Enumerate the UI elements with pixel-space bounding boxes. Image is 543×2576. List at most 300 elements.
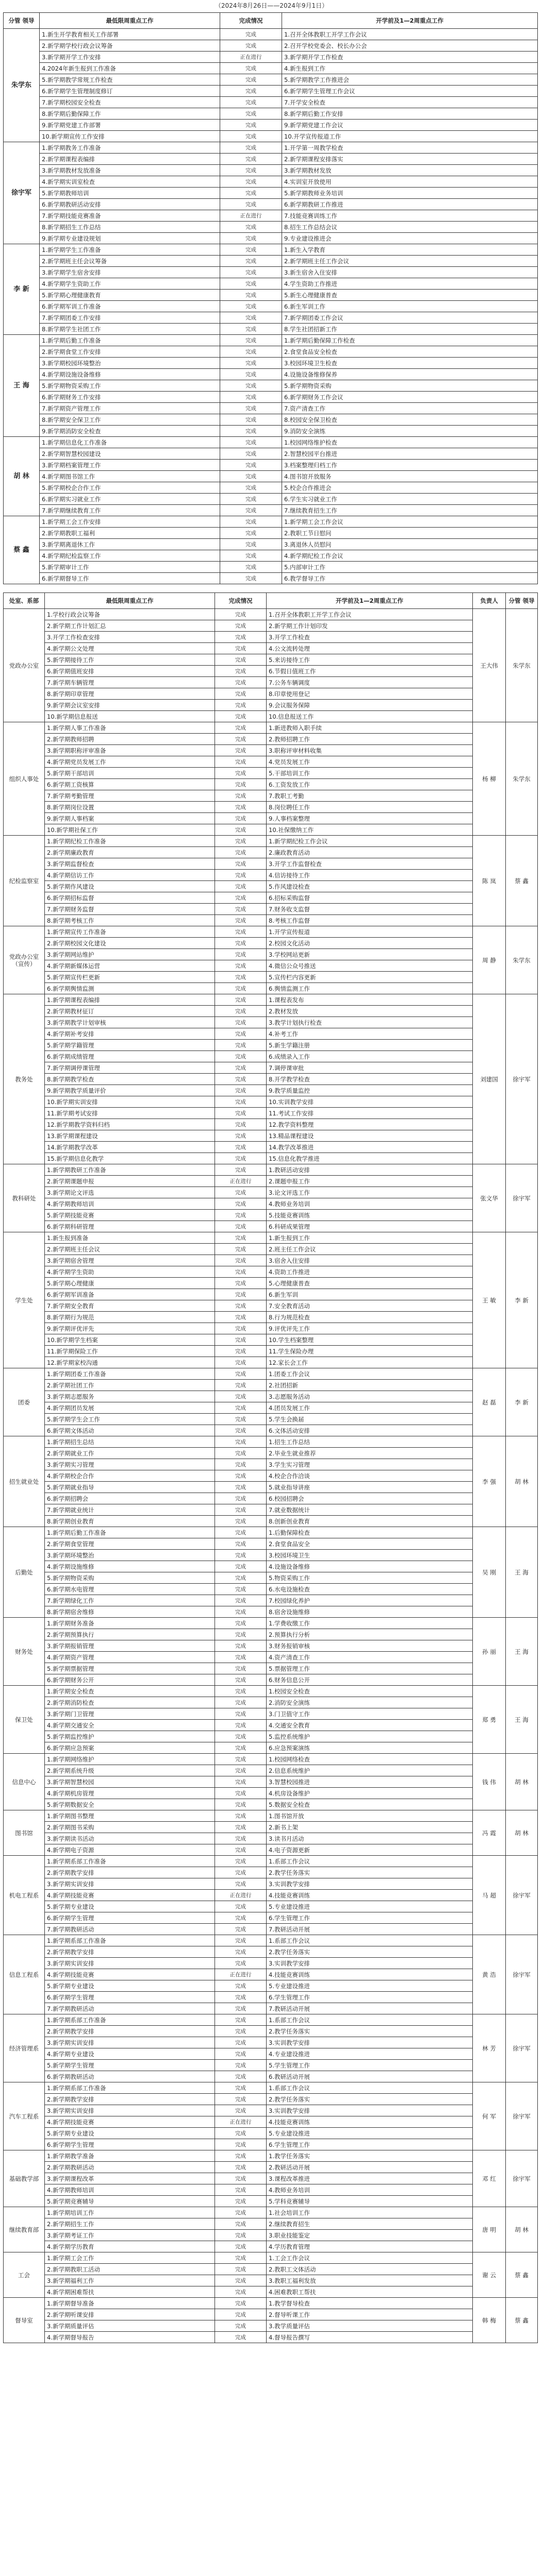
status-cell: 完成 xyxy=(220,403,282,414)
table-row xyxy=(4,1119,538,1130)
status-cell: 完成 xyxy=(215,1198,267,1210)
last-week-task: 6.新学期督导工作 xyxy=(40,573,220,584)
this-week-task: 1.课程表发布 xyxy=(267,994,473,1006)
last-week-task: 14.新学期教学改革 xyxy=(45,1142,215,1153)
status-cell: 完成 xyxy=(215,666,267,677)
table-row xyxy=(4,994,538,1006)
this-week-task: 4.党员发展工作 xyxy=(267,756,473,768)
status-cell: 完成 xyxy=(215,2162,267,2173)
status-cell: 完成 xyxy=(215,2094,267,2105)
status-cell: 完成 xyxy=(215,858,267,870)
leader-name: 朱学东 xyxy=(506,722,538,836)
last-week-task: 3.新学期志愿服务 xyxy=(45,1391,215,1402)
table-row xyxy=(4,722,538,734)
status-cell: 完成 xyxy=(220,460,282,471)
this-week-task: 6.新生军训 xyxy=(267,1289,473,1300)
last-week-task: 6.新学期学生管理 xyxy=(45,1992,215,2003)
this-week-task: 3.宿舍入住安排 xyxy=(267,1255,473,1266)
status-cell: 完成 xyxy=(220,278,282,290)
table-row xyxy=(4,892,538,904)
table-row xyxy=(4,2014,538,2026)
table-row xyxy=(4,74,538,86)
status-cell: 完成 xyxy=(215,1742,267,1754)
table-row xyxy=(4,949,538,960)
this-week-task: 3.学校网站更新 xyxy=(267,949,473,960)
this-week-task: 5.学科竞赛辅导 xyxy=(267,2196,473,2207)
last-week-task: 1.新学期工会工作安排 xyxy=(40,516,220,528)
division-name: 团委 xyxy=(4,1368,45,1436)
this-week-task: 1.开学第一周教学检查 xyxy=(282,142,538,154)
table-row xyxy=(4,870,538,881)
table-row xyxy=(4,620,538,632)
leader-name: 胡 林 xyxy=(506,2207,538,2252)
this-week-task: 5.来访接待工作 xyxy=(267,654,473,666)
last-week-task: 3.新学期质量评估 xyxy=(45,2320,215,2332)
last-week-task: 1.新学期财务准备 xyxy=(45,1618,215,1629)
status-cell: 完成 xyxy=(220,346,282,358)
this-week-task: 2.教研活动开展 xyxy=(267,2162,473,2173)
division-name: 保卫处 xyxy=(4,1686,45,1754)
this-week-task: 4.微信公众号推送 xyxy=(267,960,473,972)
status-cell: 完成 xyxy=(215,2252,267,2264)
table-row xyxy=(4,2230,538,2241)
table-row xyxy=(4,1176,538,1187)
last-week-task: 3.开学工作检查安排 xyxy=(45,632,215,643)
table-row xyxy=(4,301,538,312)
status-cell: 完成 xyxy=(215,1255,267,1266)
leader-name: 徐宇军 xyxy=(506,1164,538,1232)
table-row xyxy=(4,1368,538,1380)
this-week-task: 1.系部工作会议 xyxy=(267,2082,473,2094)
responsible-person: 谢 云 xyxy=(473,2252,506,2298)
status-cell: 完成 xyxy=(215,1085,267,1096)
responsible-person: 张文华 xyxy=(473,1164,506,1232)
division-name: 工会 xyxy=(4,2252,45,2298)
last-week-task: 1.新学期安全检查 xyxy=(45,1686,215,1697)
status-cell: 完成 xyxy=(215,881,267,892)
table-row xyxy=(4,516,538,528)
table-row xyxy=(4,1402,538,1414)
table-row xyxy=(4,2139,538,2150)
last-week-task: 4.新学期机房管理 xyxy=(45,1788,215,1799)
this-week-task: 5.内部审计工作 xyxy=(282,562,538,573)
table-row xyxy=(4,1108,538,1119)
status-cell: 完成 xyxy=(215,2196,267,2207)
status-cell: 完成 xyxy=(215,1595,267,1606)
last-week-task: 1.新学期课程表编排 xyxy=(45,994,215,1006)
division-name: 经济管理系 xyxy=(4,2014,45,2082)
this-week-task: 2.食堂食品安全检查 xyxy=(282,346,538,358)
table-row xyxy=(4,1255,538,1266)
status-cell: 完成 xyxy=(215,1629,267,1640)
this-week-task: 5.票据管理工作 xyxy=(267,1663,473,1674)
table-row xyxy=(4,1459,538,1470)
this-week-task: 5.心理健康普查 xyxy=(267,1278,473,1289)
this-week-task: 1.校园安全检查 xyxy=(267,1686,473,1697)
status-cell: 完成 xyxy=(215,1720,267,1731)
last-week-task: 7.新学期车辆管理 xyxy=(45,677,215,688)
last-week-task: 8.新学期后勤保障工作 xyxy=(40,108,220,120)
status-cell: 完成 xyxy=(220,120,282,131)
this-week-task: 8.新学期后勤工作安排 xyxy=(282,108,538,120)
this-week-task: 3.教职工福利发放 xyxy=(267,2275,473,2286)
last-week-task: 8.新学期教学检查 xyxy=(45,1074,215,1085)
this-week-task: 3.志愿服务活动 xyxy=(267,1391,473,1402)
this-week-task: 4.校企合作洽谈 xyxy=(267,1470,473,1482)
status-cell: 完成 xyxy=(215,904,267,915)
table-row xyxy=(4,86,538,97)
table-row xyxy=(4,688,538,700)
last-week-task: 2.新学期班主任会议筹备 xyxy=(40,256,220,267)
table-row xyxy=(4,1164,538,1176)
this-week-task: 3.门卫值守工作 xyxy=(267,1708,473,1720)
status-cell: 完成 xyxy=(220,369,282,380)
status-cell: 完成 xyxy=(220,414,282,426)
this-week-task: 5.学生管理工作 xyxy=(267,2060,473,2071)
status-cell: 完成 xyxy=(215,1663,267,1674)
status-cell: 完成 xyxy=(215,1357,267,1368)
status-cell: 完成 xyxy=(220,131,282,142)
table-row xyxy=(4,1470,538,1482)
this-week-task: 2.继续教育招生 xyxy=(267,2218,473,2230)
this-week-task: 1.后勤保障检查 xyxy=(267,1527,473,1538)
status-cell: 完成 xyxy=(220,471,282,482)
this-week-task: 5.新生学籍注册 xyxy=(267,1040,473,1051)
this-week-task: 1.招生工作总结 xyxy=(267,1436,473,1448)
last-week-task: 15.新学期信息化教学 xyxy=(45,1153,215,1164)
this-week-task: 6.学生管理工作 xyxy=(267,1992,473,2003)
table-row xyxy=(4,666,538,677)
table-row xyxy=(4,779,538,790)
status-cell: 完成 xyxy=(215,1391,267,1402)
table-row xyxy=(4,1504,538,1516)
table-row xyxy=(4,2218,538,2230)
last-week-task: 4.新学期实训室检查 xyxy=(40,176,220,188)
table-row xyxy=(4,267,538,278)
status-cell: 完成 xyxy=(215,1244,267,1255)
table-row xyxy=(4,938,538,949)
status-cell: 完成 xyxy=(215,2207,267,2218)
status-cell: 完成 xyxy=(215,1674,267,1686)
status-cell: 完成 xyxy=(215,790,267,802)
last-week-task: 6.新学期招聘会 xyxy=(45,1493,215,1504)
table-header-row xyxy=(4,13,538,29)
last-week-task: 7.新学期校园安全检查 xyxy=(40,97,220,108)
status-cell: 完成 xyxy=(215,2150,267,2162)
table-row xyxy=(4,1232,538,1244)
last-week-task: 1.新学期网络维护 xyxy=(45,1754,215,1765)
responsible-person: 吴 刚 xyxy=(473,1527,506,1618)
last-week-task: 1.新学期后勤工作准备 xyxy=(40,335,220,346)
this-week-task: 2.新学期课程安排落实 xyxy=(282,154,538,165)
this-week-task: 8.招生工作总结会议 xyxy=(282,222,538,233)
status-cell: 完成 xyxy=(215,1686,267,1697)
last-week-task: 5.新学期专业建设 xyxy=(45,1980,215,1992)
this-week-task: 12.教学资料整理 xyxy=(267,1119,473,1130)
this-week-task: 5.校企合作推进会 xyxy=(282,482,538,494)
this-week-task: 2.校园文化活动 xyxy=(267,938,473,949)
division-name: 党政办公室（宣传） xyxy=(4,926,45,994)
status-cell: 完成 xyxy=(215,1459,267,1470)
status-cell: 完成 xyxy=(215,1618,267,1629)
last-week-task: 6.新学期应急预案 xyxy=(45,1742,215,1754)
this-week-task: 2.班主任工作会议 xyxy=(267,1244,473,1255)
status-cell: 完成 xyxy=(215,1266,267,1278)
this-week-task: 4.补考工作 xyxy=(267,1028,473,1040)
table-row xyxy=(4,813,538,824)
this-week-task: 5.技能竞赛训练 xyxy=(267,1210,473,1221)
this-week-task: 5.数据安全检查 xyxy=(267,1799,473,1810)
table-row xyxy=(4,1584,538,1595)
last-week-task: 7.新学期考勤管理 xyxy=(45,790,215,802)
last-week-task: 6.新学期教研活动 xyxy=(45,2071,215,2082)
status-cell: 完成 xyxy=(220,222,282,233)
this-week-task: 5.物资采购工作 xyxy=(267,1572,473,1584)
this-week-task: 3.档案整理归档工作 xyxy=(282,460,538,471)
last-week-task: 3.新学期实训安排 xyxy=(45,1878,215,1890)
this-week-task: 2.召开学校党委会、校长办公会 xyxy=(282,40,538,52)
status-cell: 完成 xyxy=(220,188,282,199)
last-week-task: 6.新学期军训工作准备 xyxy=(40,301,220,312)
this-week-task: 10.社保缴纳工作 xyxy=(267,824,473,836)
status-cell: 完成 xyxy=(215,1878,267,1890)
this-week-task: 3.教学计划执行检查 xyxy=(267,1017,473,1028)
last-week-task: 9.新学期专业建设规划 xyxy=(40,233,220,244)
this-week-task: 2.新书上架 xyxy=(267,1822,473,1833)
report-date-range: （2024年8月26日——2024年9月1日） xyxy=(215,2,328,9)
table-row xyxy=(4,460,538,471)
status-cell: 完成 xyxy=(215,1754,267,1765)
leader-name: 李 新 xyxy=(4,244,40,335)
table-row xyxy=(4,1822,538,1833)
this-week-task: 7.继续教育招生工作 xyxy=(282,505,538,516)
last-week-task: 9.新学期会议室安排 xyxy=(45,700,215,711)
status-cell: 完成 xyxy=(215,1912,267,1924)
table-row xyxy=(4,1040,538,1051)
status-cell: 完成 xyxy=(220,29,282,40)
status-cell: 完成 xyxy=(220,505,282,516)
last-week-task: 8.新学期创业教育 xyxy=(45,1516,215,1527)
last-week-task: 10.新学期实训安排 xyxy=(45,1096,215,1108)
status-cell: 完成 xyxy=(215,722,267,734)
last-week-task: 1.新学期督导准备 xyxy=(45,2298,215,2309)
table-row xyxy=(4,2286,538,2298)
last-week-task: 1.新学期后勤工作准备 xyxy=(45,1527,215,1538)
this-week-task: 2.新学期工作计划印发 xyxy=(267,620,473,632)
last-week-task: 3.新学期开学工作安排 xyxy=(40,52,220,63)
status-cell: 完成 xyxy=(215,643,267,654)
leader-name: 王 海 xyxy=(506,1527,538,1618)
table-row xyxy=(4,2150,538,2162)
status-cell: 完成 xyxy=(215,1142,267,1153)
table-row xyxy=(4,1833,538,1844)
table-row xyxy=(4,2207,538,2218)
status-cell: 完成 xyxy=(215,1425,267,1436)
this-week-task: 6.招标采购监督 xyxy=(267,892,473,904)
status-cell: 完成 xyxy=(215,1096,267,1108)
leader-name: 徐宇军 xyxy=(506,2082,538,2150)
last-week-task: 2.新学期教学安排 xyxy=(45,2026,215,2037)
table-row xyxy=(4,915,538,926)
table-row xyxy=(4,1799,538,1810)
responsible-person: 冯 霞 xyxy=(473,1810,506,1856)
this-week-task: 10.信息报送工作 xyxy=(267,711,473,722)
last-week-task: 5.新学期接待工作 xyxy=(45,654,215,666)
table-row xyxy=(4,1414,538,1425)
status-cell: 完成 xyxy=(215,1028,267,1040)
table-row xyxy=(4,1992,538,2003)
last-week-task: 6.新学期实习就业工作 xyxy=(40,494,220,505)
status-cell: 完成 xyxy=(215,2105,267,2116)
this-week-task: 4.新生报到工作 xyxy=(282,63,538,74)
division-name: 教务处 xyxy=(4,994,45,1164)
status-cell: 完成 xyxy=(220,562,282,573)
table-row xyxy=(4,1686,538,1697)
last-week-task: 4.新学期学历教育 xyxy=(45,2241,215,2252)
this-week-task: 9.消防安全演练 xyxy=(282,426,538,437)
status-cell: 完成 xyxy=(215,1312,267,1323)
last-week-task: 8.新学期宿舍维修 xyxy=(45,1606,215,1618)
table-row xyxy=(4,380,538,392)
status-cell: 完成 xyxy=(220,437,282,448)
col-header-last-week: 最低限周重点工作 xyxy=(40,13,220,29)
last-week-task: 5.新学期学生会工作 xyxy=(45,1414,215,1425)
this-week-task: 4.设施设备维修 xyxy=(267,1561,473,1572)
last-week-task: 4.新学期学生资助 xyxy=(45,1266,215,1278)
status-cell: 完成 xyxy=(215,949,267,960)
status-cell: 完成 xyxy=(215,1289,267,1300)
this-week-task: 4.公文流转处理 xyxy=(267,643,473,654)
this-week-task: 3.校园环境卫生 xyxy=(267,1550,473,1561)
last-week-task: 2.新学期系统升级 xyxy=(45,1765,215,1776)
col-header-this-week: 开学前及1—2周重点工作 xyxy=(267,593,473,609)
last-week-task: 8.新学期印章管理 xyxy=(45,688,215,700)
last-week-task: 8.新学期岗位设置 xyxy=(45,802,215,813)
last-week-task: 4.新学期设施维修 xyxy=(45,1561,215,1572)
this-week-task: 1.图书馆开放 xyxy=(267,1810,473,1822)
table-row xyxy=(4,1187,538,1198)
this-week-task: 8.印章使用登记 xyxy=(267,688,473,700)
last-week-task: 3.新学期考证工作 xyxy=(45,2230,215,2241)
col-header-last-week: 最低限周重点工作 xyxy=(45,593,215,609)
table-row xyxy=(4,2332,538,2343)
this-week-task: 3.离退休人员慰问 xyxy=(282,539,538,550)
leader-name: 胡 林 xyxy=(506,1810,538,1856)
last-week-task: 6.新学期学生管理 xyxy=(45,2139,215,2150)
last-week-task: 3.新学期课程改革 xyxy=(45,2173,215,2184)
last-week-task: 7.新学期教研活动 xyxy=(45,2003,215,2014)
this-week-task: 2.教学任务落实 xyxy=(267,1867,473,1878)
table-row xyxy=(4,1357,538,1368)
status-cell: 完成 xyxy=(215,2003,267,2014)
last-week-task: 6.新学期财务工作安排 xyxy=(40,392,220,403)
leader-name: 徐宇军 xyxy=(506,994,538,1164)
this-week-task: 1.新学期后勤保障工作检查 xyxy=(282,335,538,346)
status-cell: 完成 xyxy=(215,2275,267,2286)
last-week-task: 8.新学期考核工作 xyxy=(45,915,215,926)
this-week-task: 7.技能竞赛训练工作 xyxy=(282,210,538,222)
last-week-task: 6.新学期值班安排 xyxy=(45,666,215,677)
this-week-task: 7.财务收支监督 xyxy=(267,904,473,915)
this-week-task: 2.教职工节日慰问 xyxy=(282,528,538,539)
this-week-task: 1.校园网络维护检查 xyxy=(282,437,538,448)
status-cell: 完成 xyxy=(215,1946,267,1958)
last-week-task: 3.新学期门卫管理 xyxy=(45,1708,215,1720)
this-week-task: 1.教学任务落实 xyxy=(267,2150,473,2162)
status-cell: 完成 xyxy=(215,2264,267,2275)
status-cell: 完成 xyxy=(215,1414,267,1425)
table-row xyxy=(4,63,538,74)
this-week-task: 11.考试工作安排 xyxy=(267,1108,473,1119)
this-week-task: 4.新学期纪检工作会议 xyxy=(282,550,538,562)
this-week-task: 2.预算执行分析 xyxy=(267,1629,473,1640)
last-week-task: 2.新学期食堂管理 xyxy=(45,1538,215,1550)
table-row xyxy=(4,904,538,915)
this-week-task: 5.学生会换届 xyxy=(267,1414,473,1425)
table-row xyxy=(4,2275,538,2286)
status-cell: 完成 xyxy=(215,1278,267,1289)
status-cell: 完成 xyxy=(215,1368,267,1380)
this-week-task: 8.学生社团招新工作 xyxy=(282,324,538,335)
table-row xyxy=(4,1380,538,1391)
last-week-task: 2.新学期听课安排 xyxy=(45,2309,215,2320)
table-row xyxy=(4,790,538,802)
table-row xyxy=(4,2196,538,2207)
responsible-person: 韩 梅 xyxy=(473,2298,506,2343)
table-row xyxy=(4,745,538,756)
this-week-task: 1.学费收缴工作 xyxy=(267,1618,473,1629)
last-week-task: 3.新学期档案管理工作 xyxy=(40,460,220,471)
leader-name: 蔡 鑫 xyxy=(506,2252,538,2298)
this-week-task: 1.系部工作会议 xyxy=(267,2014,473,2026)
status-cell: 完成 xyxy=(215,802,267,813)
responsible-person: 王 敏 xyxy=(473,1232,506,1368)
this-week-task: 6.校园招聘会 xyxy=(267,1493,473,1504)
table-row xyxy=(4,632,538,643)
table-row xyxy=(4,2071,538,2082)
this-week-task: 6.新学期学生管理工作会议 xyxy=(282,86,538,97)
last-week-task: 1.新学期宣传工作准备 xyxy=(45,926,215,938)
status-cell: 完成 xyxy=(220,516,282,528)
status-cell: 完成 xyxy=(215,2286,267,2298)
table-row xyxy=(4,768,538,779)
this-week-task: 3.新生宿舍入住安排 xyxy=(282,267,538,278)
last-week-task: 10.新学期社保工作 xyxy=(45,824,215,836)
table-row xyxy=(4,983,538,994)
this-week-task: 2.教学任务落实 xyxy=(267,2026,473,2037)
responsible-person: 林 芳 xyxy=(473,2014,506,2082)
last-week-task: 5.新学期校企合作工作 xyxy=(40,482,220,494)
table-row xyxy=(4,1527,538,1538)
status-cell: 完成 xyxy=(220,482,282,494)
this-week-task: 9.新学期党建工作会议 xyxy=(282,120,538,131)
last-week-task: 5.新学期作风建设 xyxy=(45,881,215,892)
table-row xyxy=(4,1731,538,1742)
table-row xyxy=(4,244,538,256)
status-cell: 完成 xyxy=(215,2173,267,2184)
table-row xyxy=(4,448,538,460)
last-week-task: 7.新学期财务监督 xyxy=(45,904,215,915)
last-week-task: 2.新学期教学安排 xyxy=(45,1946,215,1958)
this-week-task: 4.机房设备维护 xyxy=(267,1788,473,1799)
last-week-task: 2.新学期社团工作 xyxy=(45,1380,215,1391)
this-week-task: 4.教师业务培训 xyxy=(267,2184,473,2196)
status-cell: 完成 xyxy=(215,2128,267,2139)
division-name: 信息中心 xyxy=(4,1754,45,1810)
table-row xyxy=(4,1935,538,1946)
status-cell: 完成 xyxy=(215,2230,267,2241)
status-cell: 完成 xyxy=(215,1572,267,1584)
